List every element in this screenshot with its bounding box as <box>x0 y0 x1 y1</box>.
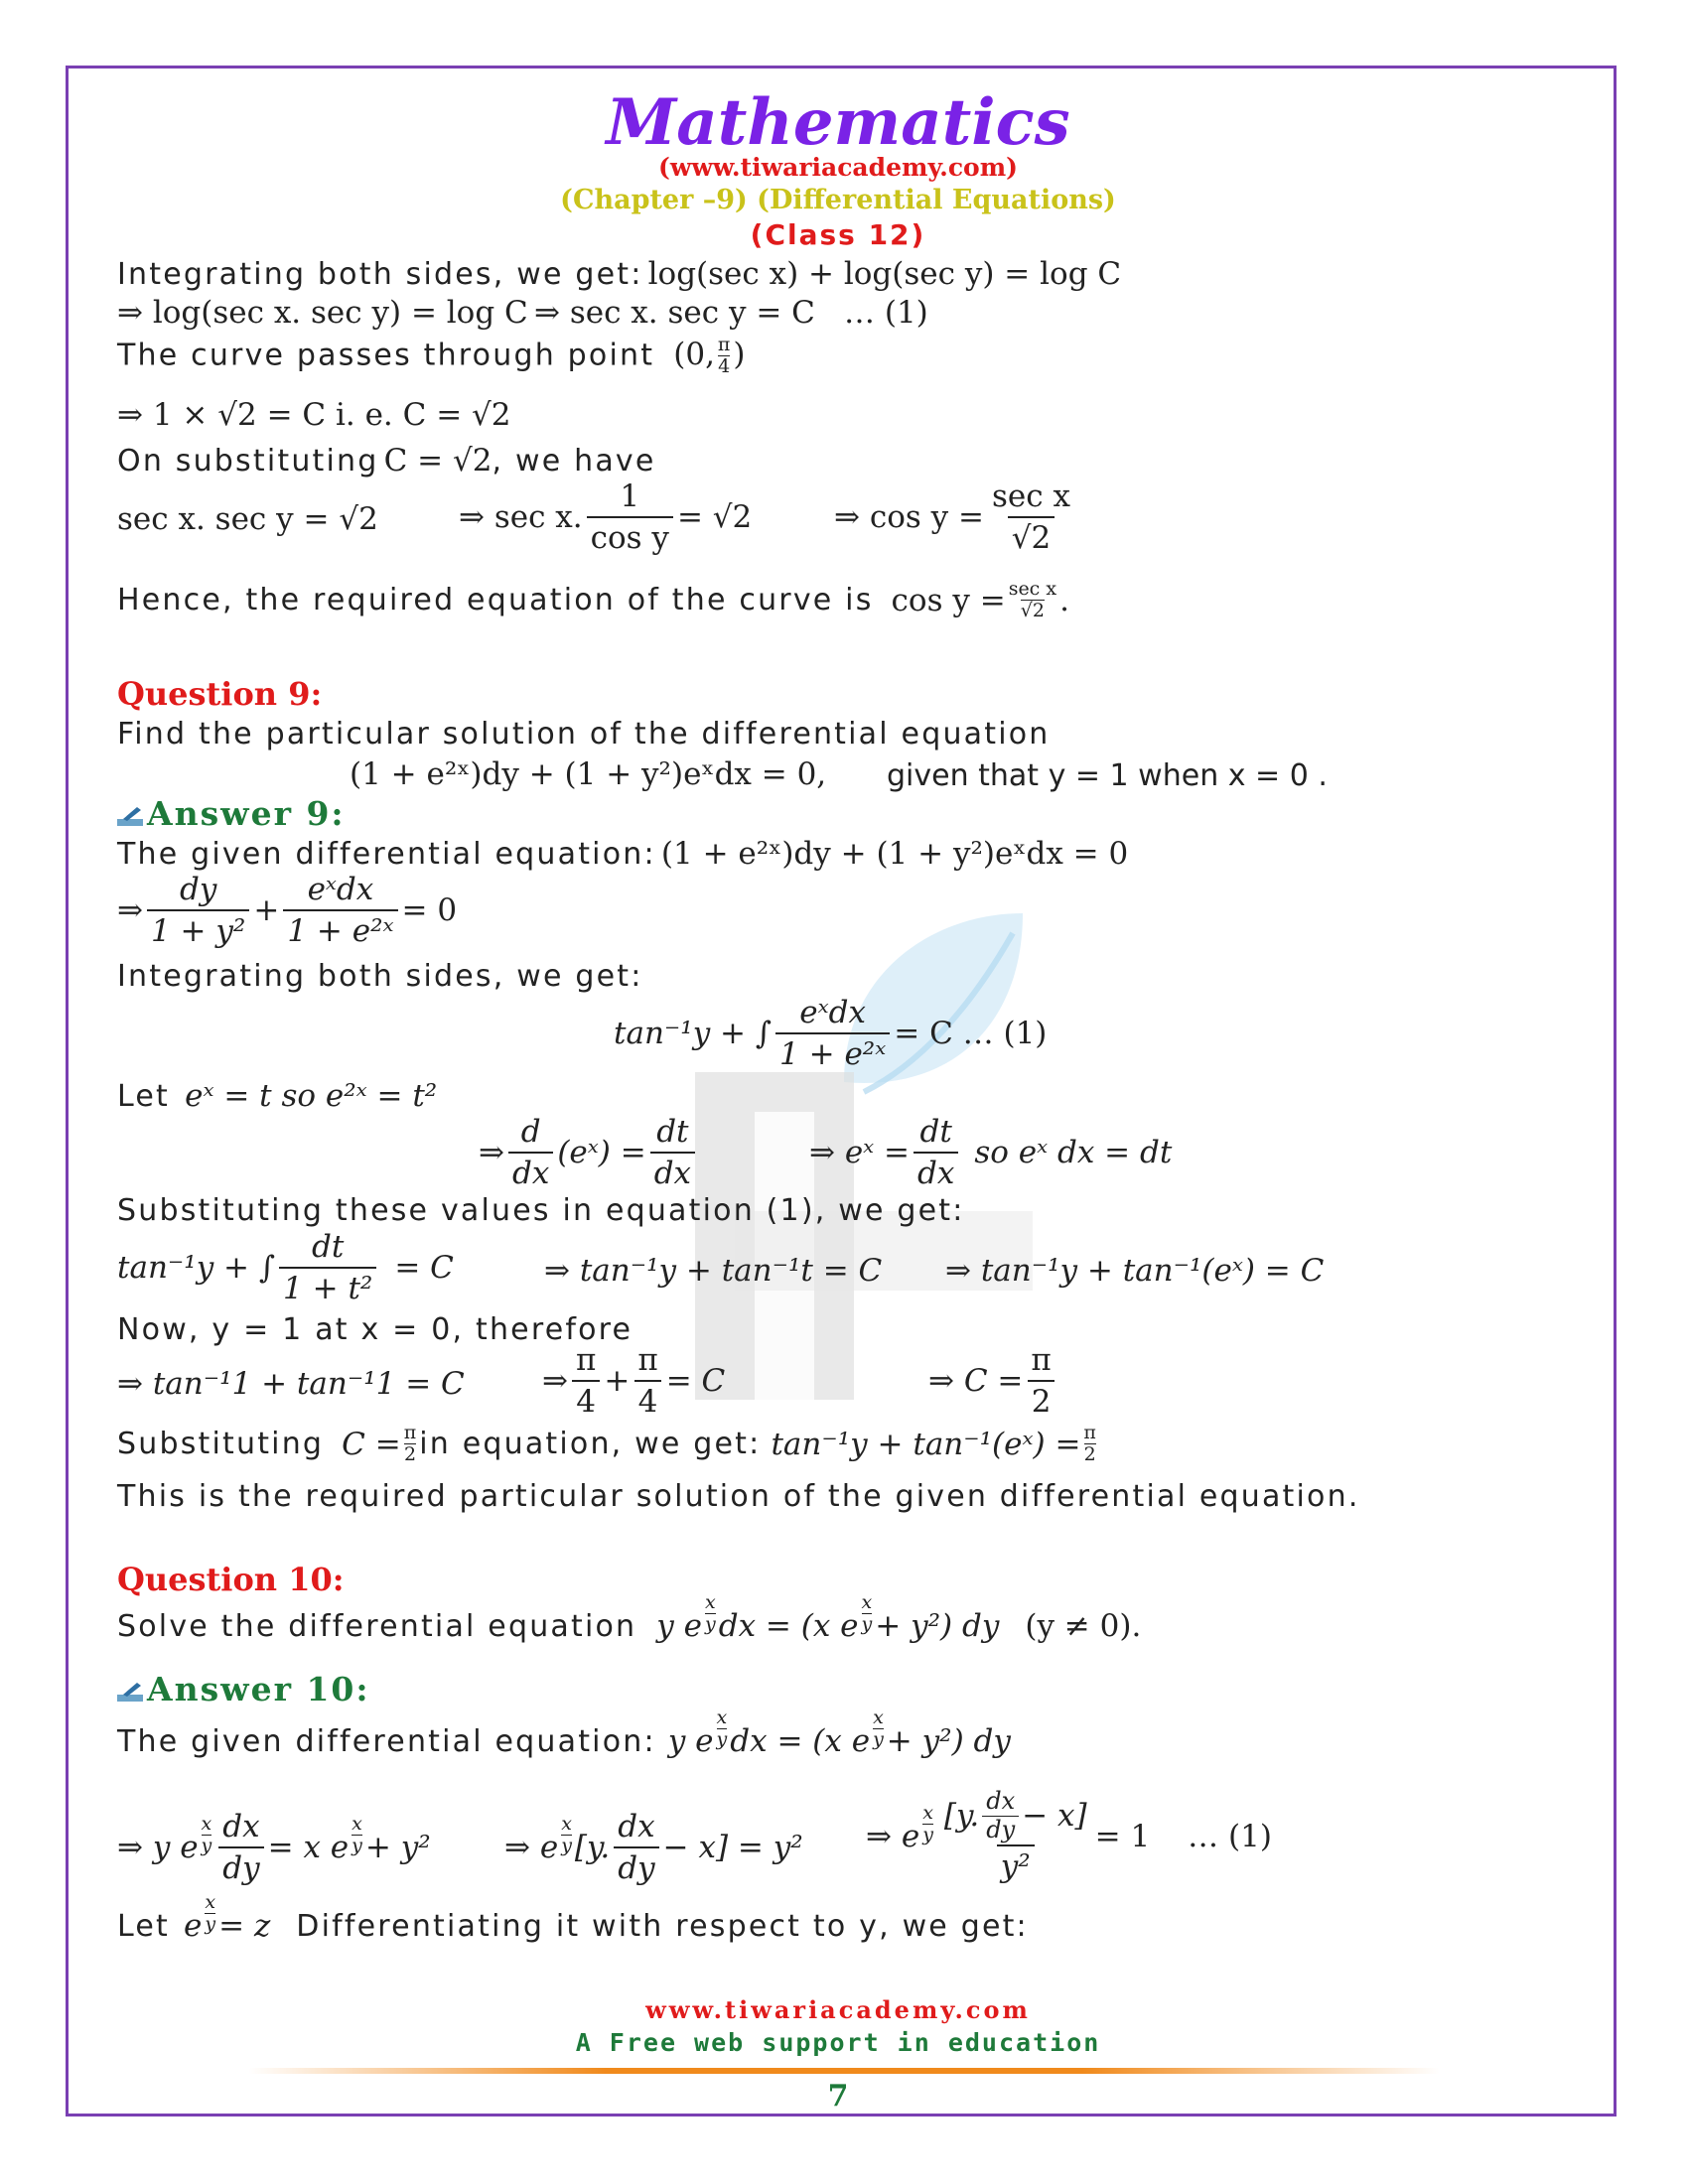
math: [y. <box>943 1798 980 1835</box>
p1-line1 <box>117 256 1121 292</box>
chapter-title: (Chapter –9) (Differential Equations) <box>560 185 1116 215</box>
a9-line10a: ⇒ tan⁻¹1 + tan⁻¹1 = C <box>117 1366 465 1402</box>
exponent <box>561 1815 572 1856</box>
math: + y²) dy <box>875 1608 1000 1644</box>
denominator: y <box>201 1835 212 1856</box>
a9-line5 <box>117 1078 437 1114</box>
numerator: π <box>1031 1342 1052 1378</box>
numerator: x <box>716 1706 728 1729</box>
heading-text: Answer 10: <box>147 1670 370 1708</box>
math: dx = (x e <box>730 1723 871 1759</box>
math: tan⁻¹y + ∫ <box>117 1250 276 1286</box>
math: = C … (1) <box>894 1016 1048 1051</box>
denominator: 2 <box>1083 1442 1096 1465</box>
math: eˣ = t so e²ˣ = t² <box>185 1078 438 1114</box>
text: The curve passes through point <box>117 338 655 373</box>
math: = z <box>218 1908 271 1944</box>
a10-line2a <box>117 1809 431 1886</box>
math: ⇒ <box>542 1363 568 1399</box>
class-label: (Class 12) <box>750 218 926 251</box>
denominator: 4 <box>634 1380 662 1420</box>
a9-line1 <box>117 836 1128 872</box>
header-website: (www.tiwariacademy.com) <box>657 153 1019 182</box>
fraction <box>283 872 397 949</box>
math: ⇒ e <box>504 1830 559 1865</box>
a9-line3: Integrating both sides, we get: <box>117 959 643 994</box>
math: ⇒ cos y = <box>834 499 984 535</box>
denominator: cos y <box>587 516 673 556</box>
p1-line6c <box>834 478 1078 556</box>
numerator: x <box>561 1813 572 1836</box>
p1-eq-ref <box>844 295 928 331</box>
a9-line12: This is the required particular solution of the given differential equation. <box>117 1479 1360 1514</box>
fraction <box>914 1114 958 1191</box>
question-9-condition: given that y = 1 when x = 0 . <box>887 758 1328 793</box>
math: C = <box>342 1426 401 1462</box>
a9-line10b <box>542 1342 725 1420</box>
fraction <box>508 1114 553 1191</box>
denominator: dy <box>614 1846 658 1886</box>
numerator: dx <box>618 1809 655 1844</box>
numerator: π <box>403 1422 417 1443</box>
math: ⇒ eˣ = <box>809 1135 911 1170</box>
fraction <box>718 336 731 377</box>
numerator: π <box>717 334 731 355</box>
numerator: dt <box>312 1229 345 1265</box>
math: dx = (x e <box>718 1608 859 1644</box>
page-title: Mathematics <box>606 85 1070 160</box>
math: + y² <box>364 1830 431 1865</box>
denominator: dy <box>218 1846 263 1886</box>
denominator: √2 <box>1008 516 1055 556</box>
math: + <box>604 1363 631 1399</box>
a9-line7: Substituting these values in equation (1), we get: <box>117 1193 965 1228</box>
denominator: y <box>861 1613 873 1635</box>
math: = x e <box>267 1830 350 1865</box>
point <box>673 334 746 377</box>
numerator: π <box>637 1342 658 1378</box>
math: ⇒ y e <box>117 1830 199 1865</box>
question-9-prompt: Find the particular solution of the differential equation <box>117 717 1051 751</box>
a9-line4 <box>614 995 1047 1072</box>
footer-tagline: A Free web support in education <box>575 2028 1101 2057</box>
fraction <box>147 872 249 949</box>
math: sec x. sec y = √2 <box>117 501 378 537</box>
text: Integrating both sides, we get: <box>117 257 643 292</box>
exponent <box>205 1893 215 1935</box>
fraction <box>614 1809 658 1886</box>
math: = √2 <box>676 499 753 535</box>
denominator: 1 + e²ˣ <box>283 909 397 949</box>
p1-line2b <box>534 295 815 331</box>
a10-line2c <box>866 1789 1272 1884</box>
fraction <box>940 1789 1091 1884</box>
question-9-equation: (1 + e²ˣ)dy + (1 + y²)eˣdx = 0, <box>350 756 827 792</box>
numerator: 1 <box>620 478 640 514</box>
point-right: ) <box>733 337 746 373</box>
math: (1 + e²ˣ)dy + (1 + y²)eˣdx = 0 <box>660 836 1129 872</box>
a9-line6b <box>809 1114 1172 1191</box>
math: C = √2 <box>383 443 492 478</box>
answer-10-heading <box>117 1670 370 1708</box>
numerator: x <box>861 1591 873 1614</box>
numerator: dt <box>656 1114 689 1150</box>
a10-line1 <box>117 1706 1011 1759</box>
numerator: eˣdx <box>307 872 374 907</box>
math: = 0 <box>401 892 458 928</box>
denominator: 2 <box>403 1442 417 1465</box>
math: tan⁻¹y + tan⁻¹(eˣ) = <box>771 1426 1081 1462</box>
exponent <box>873 1708 884 1750</box>
denominator: √2 <box>1020 599 1045 621</box>
math: log(sec x) + log(sec y) = log C <box>647 256 1122 292</box>
point-left: (0, <box>673 337 715 373</box>
numerator: x <box>352 1813 362 1836</box>
p1-line7 <box>117 580 1069 621</box>
math: ⇒ <box>117 892 143 928</box>
a9-line8a <box>117 1229 454 1306</box>
fraction <box>1083 1424 1096 1465</box>
math: ⇒ log(sec x. sec y) = log C <box>117 295 528 331</box>
math: e <box>184 1908 203 1944</box>
fraction <box>988 478 1074 556</box>
math: . <box>1059 582 1069 618</box>
denominator: 4 <box>572 1380 600 1420</box>
math: = C <box>394 1250 454 1286</box>
denominator: y <box>922 1824 933 1846</box>
exponent <box>862 1593 873 1635</box>
numerator: d <box>520 1114 541 1150</box>
exponent <box>705 1593 716 1635</box>
a10-line2b <box>504 1809 803 1886</box>
exponent <box>922 1804 933 1845</box>
p1-line6a <box>117 501 378 537</box>
numerator: sec x <box>1008 578 1057 600</box>
numerator: x <box>705 1591 716 1614</box>
a9-line11 <box>117 1424 1099 1465</box>
math: ⇒ 1 × √2 = C i. e. C = √2 <box>117 397 511 433</box>
footer-divider <box>248 2068 1440 2074</box>
math: + y²) dy <box>886 1723 1011 1759</box>
text: Solve the differential equation <box>117 1608 637 1644</box>
text: Let <box>117 1908 171 1944</box>
page-number: 7 <box>827 2079 849 2114</box>
denominator: y <box>561 1835 572 1856</box>
a9-line8c: ⇒ tan⁻¹y + tan⁻¹(eˣ) = C <box>945 1253 1325 1289</box>
a9-line6a <box>479 1114 699 1191</box>
denominator: 1 + t² <box>279 1267 376 1306</box>
denominator: dx <box>914 1152 958 1191</box>
exponent <box>717 1708 728 1750</box>
denominator: y <box>352 1835 362 1856</box>
exponent <box>352 1815 362 1856</box>
math: cos y = <box>891 582 1006 618</box>
fraction <box>633 1342 661 1420</box>
a9-line8b: ⇒ tan⁻¹y + tan⁻¹t = C <box>544 1253 883 1289</box>
text: The given differential equation: <box>117 837 656 872</box>
math: ⇒ sec x. <box>459 499 583 535</box>
numerator: dx <box>986 1787 1016 1815</box>
fraction <box>1009 580 1056 621</box>
question-10-heading: Question 10: <box>117 1561 345 1598</box>
text: in equation, we get: <box>419 1427 762 1462</box>
denominator: y <box>873 1728 884 1750</box>
equation-ref: … (1) <box>1188 1819 1272 1855</box>
text: On substituting <box>117 444 379 478</box>
a9-line9: Now, y = 1 at x = 0, therefore <box>117 1312 633 1347</box>
math: so eˣ dx = dt <box>974 1135 1173 1170</box>
math: − x] = y² <box>662 1830 803 1865</box>
question-9-heading: Question 9: <box>117 675 323 713</box>
denominator: 4 <box>718 354 731 377</box>
text: Substituting <box>117 1427 325 1462</box>
math: tan⁻¹y + ∫ <box>614 1016 773 1051</box>
numerator: x <box>205 1891 216 1914</box>
p1-line4 <box>117 397 511 433</box>
math: − x] <box>1022 1798 1087 1835</box>
footer-website: www.tiwariacademy.com <box>645 1995 1031 2024</box>
denominator: dy <box>982 1816 1019 1843</box>
denominator: dx <box>508 1152 553 1191</box>
fraction <box>404 1424 417 1465</box>
text: , we have <box>492 444 656 478</box>
math: = C <box>665 1363 726 1399</box>
denominator: y <box>205 1913 216 1935</box>
p1-line3 <box>117 336 746 377</box>
math: ⇒ sec x. sec y = C <box>534 295 815 331</box>
p1-line2 <box>117 295 528 331</box>
math: = 1 <box>1094 1819 1151 1855</box>
fraction <box>279 1229 376 1306</box>
question-10-prompt <box>117 1591 1142 1644</box>
denominator: 1 + y² <box>147 909 249 949</box>
math: y e <box>656 1608 702 1644</box>
math: y e <box>667 1723 714 1759</box>
math: ⇒ <box>479 1135 504 1170</box>
numerator: sec x <box>991 478 1070 514</box>
fraction <box>587 478 673 556</box>
denominator: 1 + e²ˣ <box>775 1032 890 1072</box>
a9-line10c <box>928 1342 1059 1420</box>
text: Differentiating it with respect to y, we get: <box>296 1908 1029 1944</box>
math: [y. <box>574 1830 611 1865</box>
numerator: x <box>201 1813 212 1836</box>
text: The given differential equation: <box>117 1723 656 1759</box>
fraction <box>1027 1342 1055 1420</box>
fraction <box>650 1114 695 1191</box>
denominator: dx <box>650 1152 695 1191</box>
numerator: dt <box>919 1114 952 1150</box>
denominator: y <box>716 1728 728 1750</box>
fraction <box>982 1789 1019 1843</box>
math: (y ≠ 0). <box>1025 1608 1142 1644</box>
pen-icon <box>117 1681 145 1703</box>
a10-line3 <box>117 1891 1029 1944</box>
math: (eˣ) = <box>557 1135 646 1170</box>
numerator: eˣdx <box>799 995 866 1030</box>
a9-line2 <box>117 872 457 949</box>
text: Hence, the required equation of the curve is <box>117 583 874 618</box>
fraction <box>572 1342 600 1420</box>
numerator: dy <box>179 872 217 907</box>
math: ⇒ e <box>866 1819 920 1855</box>
numerator <box>940 1789 1091 1844</box>
math: + <box>253 892 280 928</box>
fraction <box>775 995 890 1072</box>
numerator: x <box>873 1706 884 1729</box>
p1-line5 <box>117 443 656 478</box>
fraction <box>218 1809 263 1886</box>
numerator: π <box>1083 1422 1096 1443</box>
equation-ref: … (1) <box>844 295 928 331</box>
p1-line6b <box>459 478 752 556</box>
numerator: x <box>922 1802 933 1825</box>
math: ⇒ C = <box>928 1363 1024 1399</box>
text: Let <box>117 1079 171 1114</box>
denominator: 2 <box>1028 1380 1055 1420</box>
denominator: y² <box>997 1844 1035 1884</box>
pen-icon <box>117 805 145 827</box>
heading-text: Answer 9: <box>147 794 346 833</box>
answer-9-heading <box>117 794 346 833</box>
numerator: dx <box>222 1809 260 1844</box>
numerator: π <box>575 1342 597 1378</box>
exponent <box>202 1815 212 1856</box>
denominator: y <box>705 1613 716 1635</box>
